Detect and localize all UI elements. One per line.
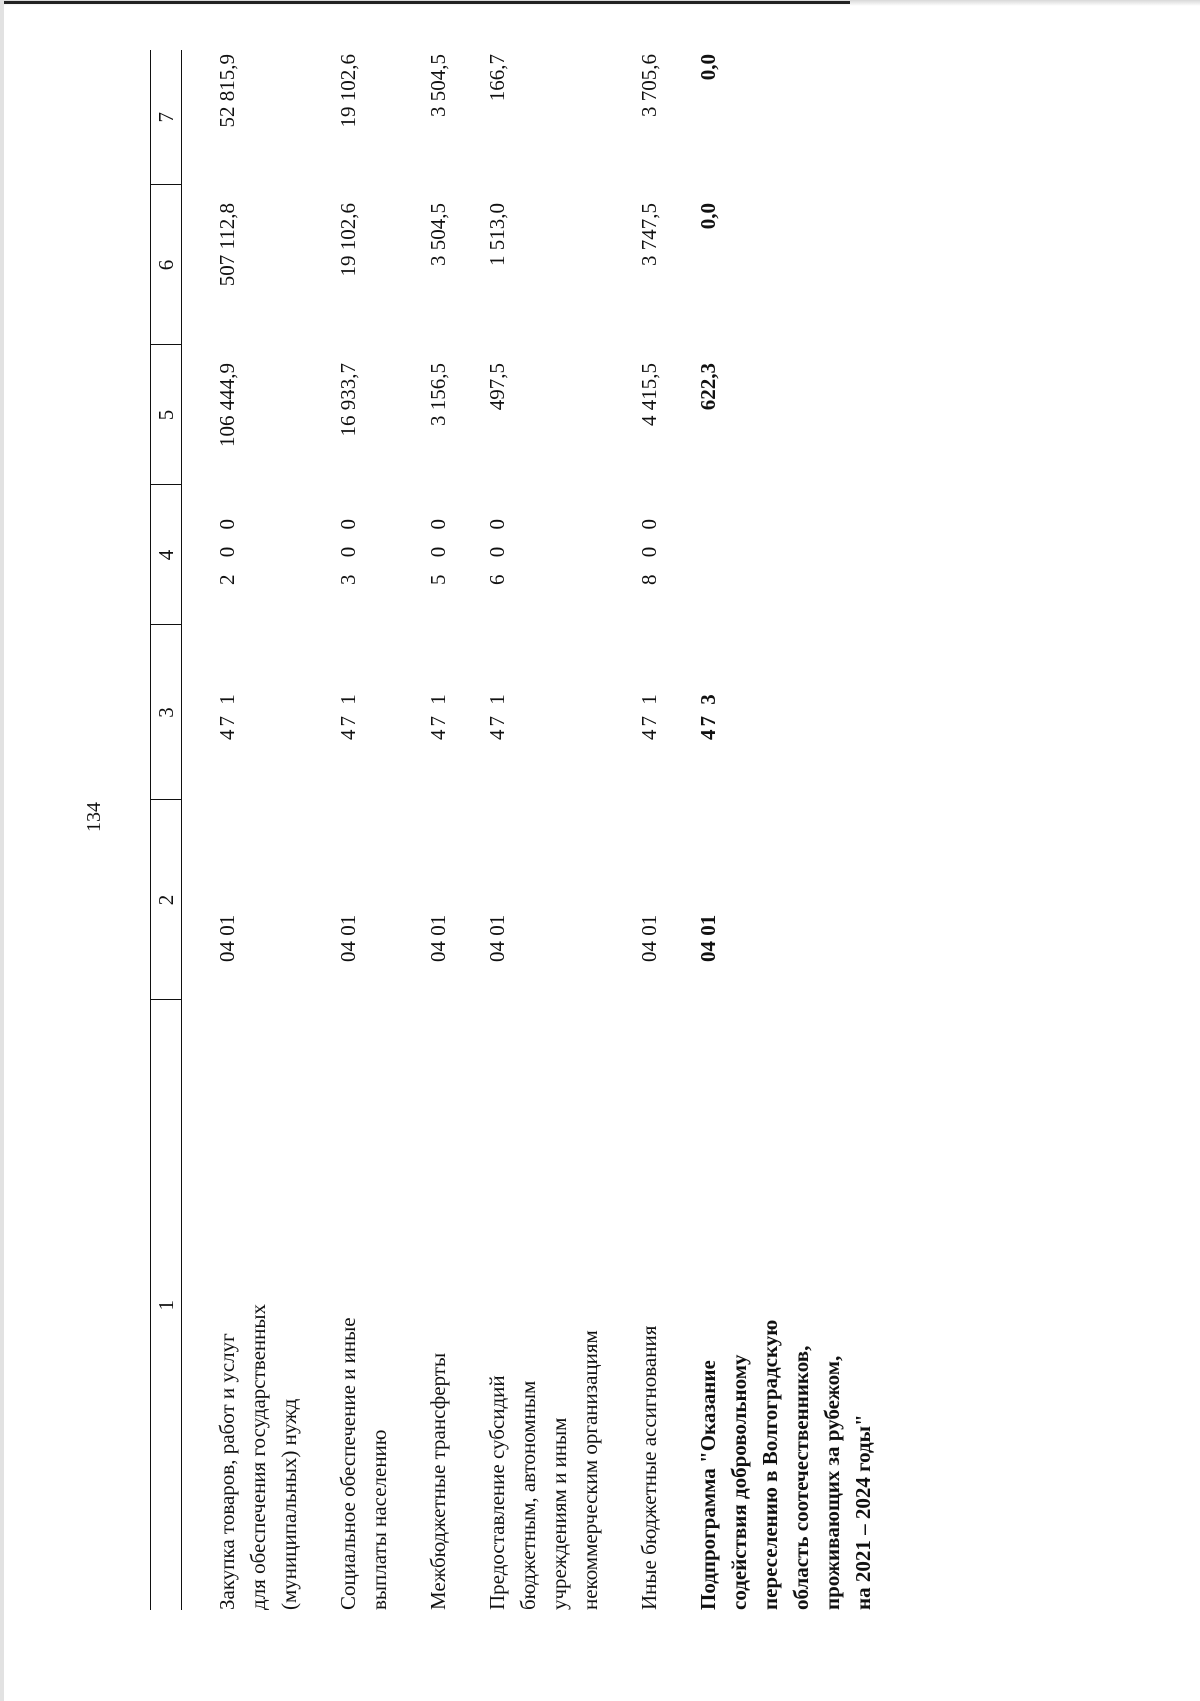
row-section: 04 01 (485, 914, 509, 962)
table-row (182, 50, 306, 1610)
row-value-6: 507 112,8 (215, 203, 239, 287)
row-value-5: 106 444,9 (215, 363, 239, 447)
table-row-subprogram (665, 50, 879, 1610)
table-row (395, 50, 454, 1610)
row-value-6: 19 102,6 (336, 203, 360, 277)
table-row (454, 50, 606, 1610)
row-name: Иные бюджетные ассигнования (637, 1325, 661, 1610)
column-header-7: 7 (151, 50, 182, 185)
row-target-code: 47 1 (215, 691, 239, 740)
row-name: Предоставление субсидий бюджетным, автономным учреждениям и иным некоммерческим организациям (485, 1330, 602, 1610)
row-value-7: 19 102,6 (336, 54, 360, 128)
column-header-6: 6 (151, 185, 182, 345)
row-expense-kind: 5 0 0 (426, 513, 450, 585)
row-value-5: 497,5 (485, 363, 509, 411)
row-section: 04 01 (215, 914, 239, 962)
row-value-7: 52 815,9 (215, 54, 239, 128)
row-expense-kind: 2 0 0 (215, 513, 239, 585)
row-value-7: 166,7 (485, 54, 509, 102)
row-value-7: 3 705,6 (637, 54, 661, 117)
scan-edge-left (0, 0, 4, 1701)
table-row (305, 50, 395, 1610)
row-section: 04 01 (426, 914, 450, 962)
row-target-code: 47 3 (696, 691, 720, 740)
row-section: 04 01 (696, 914, 720, 962)
row-expense-kind: 3 0 0 (336, 513, 360, 585)
row-value-5: 4 415,5 (637, 363, 661, 426)
row-section: 04 01 (336, 914, 360, 962)
row-value-6: 0,0 (696, 203, 720, 230)
row-expense-kind (665, 485, 879, 625)
table-body (182, 50, 880, 1610)
budget-table (150, 50, 879, 1610)
row-value-6: 3 747,5 (637, 203, 661, 266)
row-target-code: 47 1 (637, 691, 661, 740)
row-target-code: 47 1 (426, 691, 450, 740)
page-number: 134 (83, 802, 105, 832)
table-header (151, 50, 182, 1610)
row-value-6: 1 513,0 (485, 203, 509, 266)
table-row (606, 50, 665, 1610)
column-header-2: 2 (151, 800, 182, 1000)
row-value-5: 3 156,5 (426, 363, 450, 426)
row-value-7: 0,0 (696, 54, 720, 81)
row-value-5: 622,3 (696, 363, 720, 411)
column-header-4: 4 (151, 485, 182, 625)
scan-artifact-line (0, 1, 850, 4)
rotated-table-container (150, 50, 1050, 1610)
row-name: Социальное обеспечение и иные выплаты населению (336, 1317, 391, 1610)
row-target-code: 47 1 (485, 691, 509, 740)
row-target-code: 47 1 (336, 691, 360, 740)
row-value-5: 16 933,7 (336, 363, 360, 437)
row-expense-kind: 8 0 0 (637, 513, 661, 585)
row-section: 04 01 (637, 914, 661, 962)
row-name: Межбюджетные трансферты (426, 1352, 450, 1610)
row-name: Закупка товаров, работ и услуг для обеспечения государственных (муниципальных) нужд (215, 1304, 301, 1610)
column-header-3: 3 (151, 625, 182, 800)
column-header-5: 5 (151, 345, 182, 485)
row-expense-kind: 6 0 0 (485, 513, 509, 585)
row-name: Подпрограмма "Оказание содействия добровольному переселению в Волгоградскую область соотечественников, проживающих за рубежом, на 2021 – 2024 годы" (696, 1319, 875, 1610)
column-header-1: 1 (151, 1000, 182, 1610)
row-value-7: 3 504,5 (426, 54, 450, 117)
row-value-6: 3 504,5 (426, 203, 450, 266)
